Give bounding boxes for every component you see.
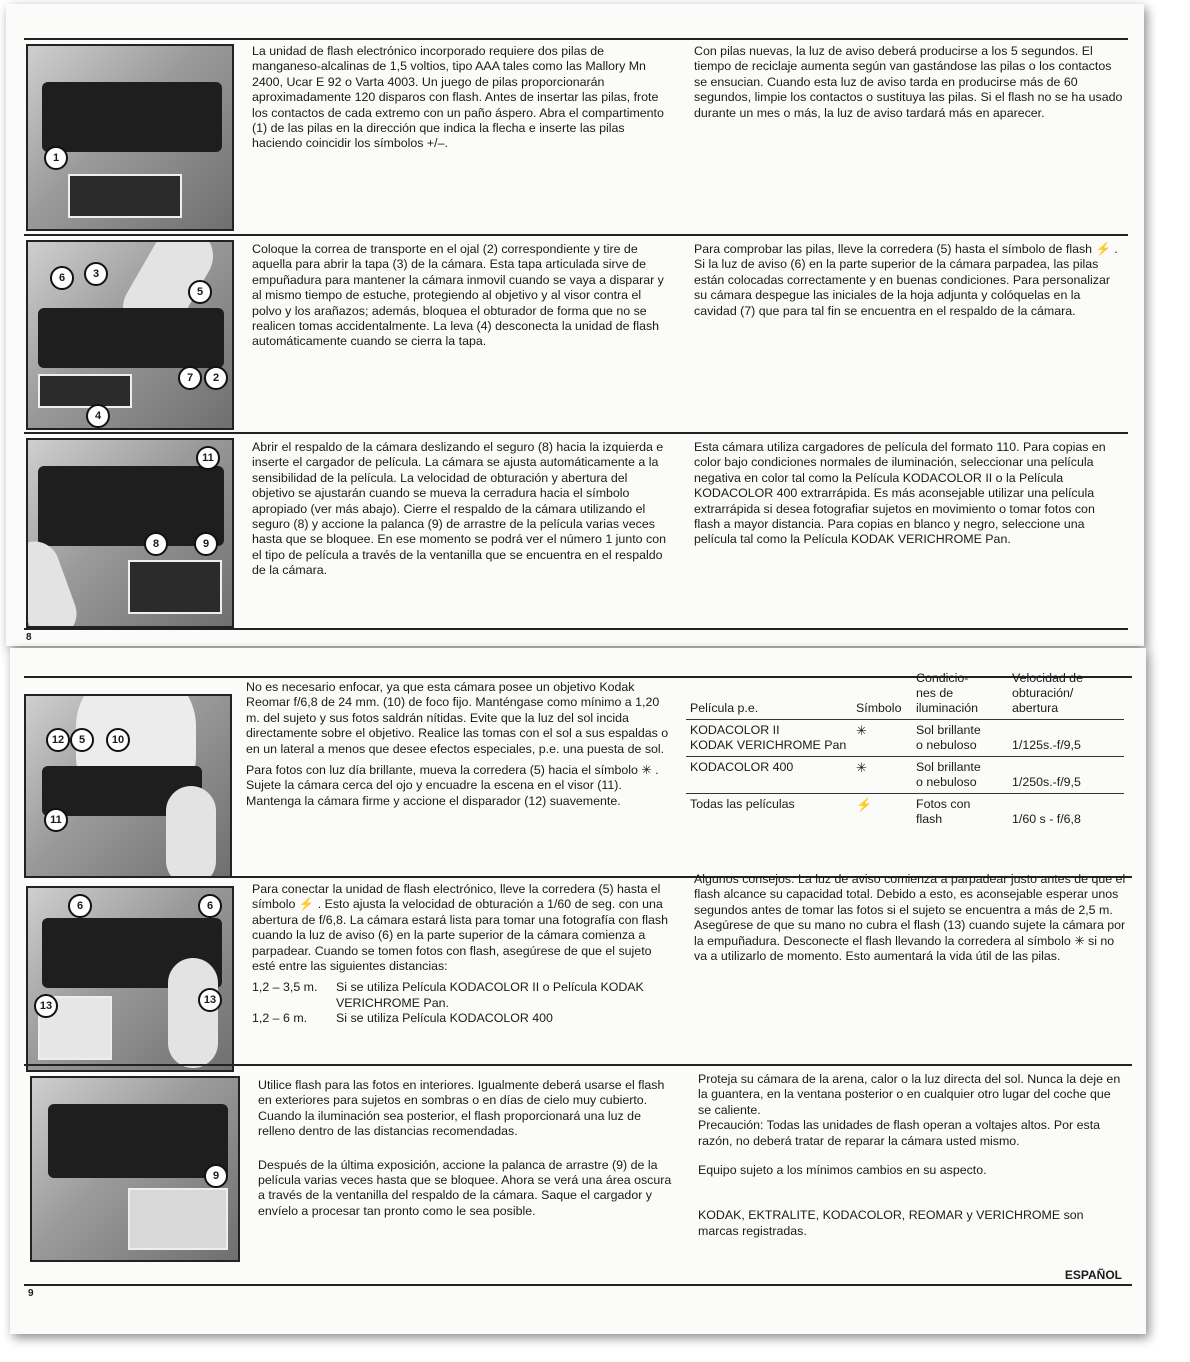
focus-paragraph: No es necesario enfocar, ya que esta cámara posee un objetivo Kodak Reomar f/6,8 de 24 mm. (10) de foco fijo. Manténgase como mínimo a 1,20 m. del sujeto y sus fotos saldrán nítidas. Evite que la luz del sol incida directamente sobre el objetivo. Realice las tomas con el sol a sus espaldas o en un lateral a menos que desee efectos especiales, p.e. una puesta de sol. [246,680,669,756]
section-1-left-text: La unidad de flash electrónico incorporado requiere dos pilas de manganeso-alcalinas de 1,5 voltios, tipo AAA tales como las Mallory Mn 2400, Ucar E 92 o Varta 4003. Un juego de pilas proporcionarán aproximadamente 120 disparos con flash. Antes de insertar las pilas, frote los contactos de cada extremo con un paño áspero. Abra el compartimento (1) de las pilas en la dirección que indica la flecha e inserte las pilas haciendo coincidir los símbolos +/–. [252,44,664,151]
tips-text: Algunos consejos: La luz de aviso comienza a parpadear justo antes de que el flash alcance su capacidad total. Debido a esto, es aconsejable esperar unos segundos antes de tomar las fotos si el sujeto se encuentra a más de 2,5 m. Asegúrese de que su mano no cubra el flash (13) cuando sujete la cámara por la empuñadura. Desconecte el flash llevando la corredera al símbolo ✳ si no va a utilizarlo de momento. Esto aumentará la vida útil de las pilas. [694,872,1126,964]
sun-icon: ✳ [852,720,912,757]
focus-text [246,680,670,815]
callout-12: 12 [46,728,70,752]
divider [24,1284,1132,1286]
header-speed: Velocidad de obturación/ abertura [1012,671,1083,715]
distance-text: Si se utiliza Película KODACOLOR II o Película KODAK VERICHROME Pan. [336,980,644,1010]
indoor-text [258,1078,678,1225]
sun-icon: ✳ [852,757,912,794]
camera-photo-battery [26,44,234,231]
cell-speed: 1/60 s - f/6,8 [1008,794,1124,831]
callout-11: 11 [44,808,68,832]
callout-8: 8 [144,532,168,556]
care-text [698,1072,1126,1245]
header-symbol: Símbolo [856,701,902,715]
divider [24,1064,1132,1066]
page-number: 8 [26,632,32,643]
section-1-right-text: Con pilas nuevas, la luz de aviso deberá producirse a los 5 segundos. El tiempo de reciclaje aumenta según van gastándose las pilas o los contactos se ensucian. Cuando esta luz de aviso tarda en producirse más de 60 segundos, limpie los contactos o sustituya las pilas. Si el flash no se ha usado durante un mes o más, la luz de aviso tardará más en aparecer. [694,44,1123,120]
camera-photo-unload [30,1076,240,1262]
care-paragraph: Proteja su cámara de la arena, calor o la luz directa del sol. Nunca la deje en la guantera, en la ventana posterior o en cualquier otro lugar del coche que se caliente. Precaución: Todas las unidades de flash operan a voltajes altos. Por esta razón, no deberá tratar de reparar la cámara usted mismo. [698,1072,1121,1148]
trademarks: KODAK, EKTRALITE, KODACOLOR, REOMAR y VERICHROME son marcas registradas. [698,1208,1084,1238]
section-3-left-text: Abrir el respaldo de la cámara deslizando el seguro (8) hacia la izquierda e inserte el cargador de película. La cámara se ajusta automáticamente a la sensibilidad de la película. La velocidad de obturación y abertura del objetivo se ajustarán cuando se mueva la cerradura hacia el símbolo apropiado (ver más abajo). Cierre el respaldo de la cámara utilizando el seguro (8) y accione la palanca (9) de arrastre de la película varias veces hasta que se bloquee. En ese momento se podrá ver el número 1 junto con el tipo de película a través de la ventanilla que se encuentra en el respaldo de la cámara. [252,440,666,578]
camera-photo-flash [26,886,234,1072]
callout-13-right: 13 [198,988,222,1012]
camera-photo-framing [24,694,232,878]
callout-11: 11 [196,446,220,470]
cell-film: Todas las películas [686,794,852,831]
distance-text: Si se utiliza Película KODACOLOR 400 [336,1011,553,1026]
manual-page-9 [10,648,1146,1334]
callout-4: 4 [86,404,110,428]
flash-paragraph: Para conectar la unidad de flash electrónico, lleve la corredera (5) hasta el símbolo ⚡ . Esto ajusta la velocidad de obturación a 1/60 de seg. con una abertura de f/6,8. La cámara estará lista para tomar una fotografía con flash cuando la luz de aviso (6) en la parte superior de la cámara comienza a parpadear. Cuando se tomen fotos con flash, asegúrese de que el sujeto esté entre las siguientes distancias: [252,882,669,974]
table-row [686,757,1124,794]
film-settings-table [686,668,1124,830]
callout-6: 6 [68,894,92,918]
callout-6-right: 6 [198,894,222,918]
callout-2: 2 [204,366,228,390]
language-label: ESPAÑOL [1064,1268,1122,1282]
cell-film: KODACOLOR II KODAK VERICHROME Pan [686,720,852,757]
distance-range: 1,2 – 6 m. [252,1011,308,1026]
callout-5: 5 [70,728,94,752]
section-3-right-text: Esta cámara utiliza cargadores de película del formato 110. Para copias en color bajo condiciones normales de iluminación, seleccionar una película negativa en color tal como la Película KODACOLOR II o la Película KODACOLOR 400 extrarrápida. Es más aconsejable utilizar una película extrarrápida si desea fotografiar sujetos en movimiento o tomar fotos con flash a mayor distancia. Para copias en blanco y negro, seleccione una película tal como la Película KODAK VERICHROME Pan. [694,440,1106,547]
page-number: 9 [28,1288,34,1299]
divider [24,628,1128,630]
table-row [686,794,1124,831]
divider [24,432,1128,434]
callout-5: 5 [188,280,212,304]
daylight-paragraph: Para fotos con luz día brillante, mueva la corredera (5) hacia el símbolo ✳ . Sujete la cámara cerca del ojo y encuadre la escena en el visor (11). Mantenga la cámara firme y accione el disparador (12) suavemente. [246,763,659,808]
cell-film: KODACOLOR 400 [686,757,852,794]
divider [24,38,1128,40]
table-row [686,720,1124,757]
flash-icon: ⚡ [852,794,912,831]
callout-9: 9 [204,1164,228,1188]
callout-13: 13 [34,994,58,1018]
callout-9: 9 [194,532,218,556]
unload-paragraph: Después de la última exposición, accione la palanca de arrastre (9) de la película varias veces hasta que se bloquee. Ahora se verá una área oscura a través de la ventanilla del respaldo de la cámara. Saque el cargador y envíelo a procesar tan pronto como le sea posible. [258,1157,672,1218]
divider [24,234,1128,236]
flash-text [252,882,672,1027]
callout-7: 7 [178,366,202,390]
distance-list [252,980,672,1026]
header-conditions: Condicio- nes de iluminación [916,671,978,715]
indoor-paragraph: Utilice flash para las fotos en interiores. Igualmente deberá usarse el flash en exteriores para sujetos en sombras o en días de cielo muy cubierto. Cuando la iluminación sea posterior, el flash proporcionará una luz de relleno dentro de las distancias recomendadas. [258,1078,665,1139]
cell-conditions: Sol brillante o nebuloso [912,757,1008,794]
distance-range: 1,2 – 3,5 m. [252,980,318,995]
camera-photo-strap [26,240,234,430]
callout-1: 1 [44,146,68,170]
change-notice: Equipo sujeto a los mínimos cambios en su aspecto. [698,1163,987,1178]
callout-3: 3 [84,262,108,286]
cell-conditions: Sol brillante o nebuloso [912,720,1008,757]
cell-speed: 1/250s.-f/9,5 [1008,757,1124,794]
callout-6: 6 [50,266,74,290]
camera-photo-film-loading [26,438,234,628]
callout-10: 10 [106,728,130,752]
section-2-left-text: Coloque la correa de transporte en el ojal (2) correspondiente y tire de aquella para abrir la tapa (3) de la cámara. Esta tapa articulada sirve de empuñadura para mantener la cámara inmovil cuando se vaya a disparar y al mismo tiempo de estuche, protegiendo al objetivo y al visor contra el polvo y los arañazos; además, bloquea el obturador de forma que no se realicen tomas accidentalmente. La leva (4) desconecta la unidad de flash automáticamente cuando se cierra la tapa. [252,242,664,349]
cell-speed: 1/125s.-f/9,5 [1008,720,1124,757]
header-film: Película p.e. [690,701,759,715]
manual-page-8 [6,4,1144,646]
section-2-right-text: Para comprobar las pilas, lleve la corredera (5) hasta el símbolo de flash ⚡ . Si la luz de aviso (6) en la parte superior de la cámara parpadea, las pilas están colocadas correctamente y en buenas condiciones. Para personalizar su cámara despegue las iniciales de la hoja adjunta y colóquelas en la cavidad (7) que para tal fin se encuentra en el respaldo de la cámara. [694,242,1118,318]
cell-conditions: Fotos con flash [912,794,1008,831]
